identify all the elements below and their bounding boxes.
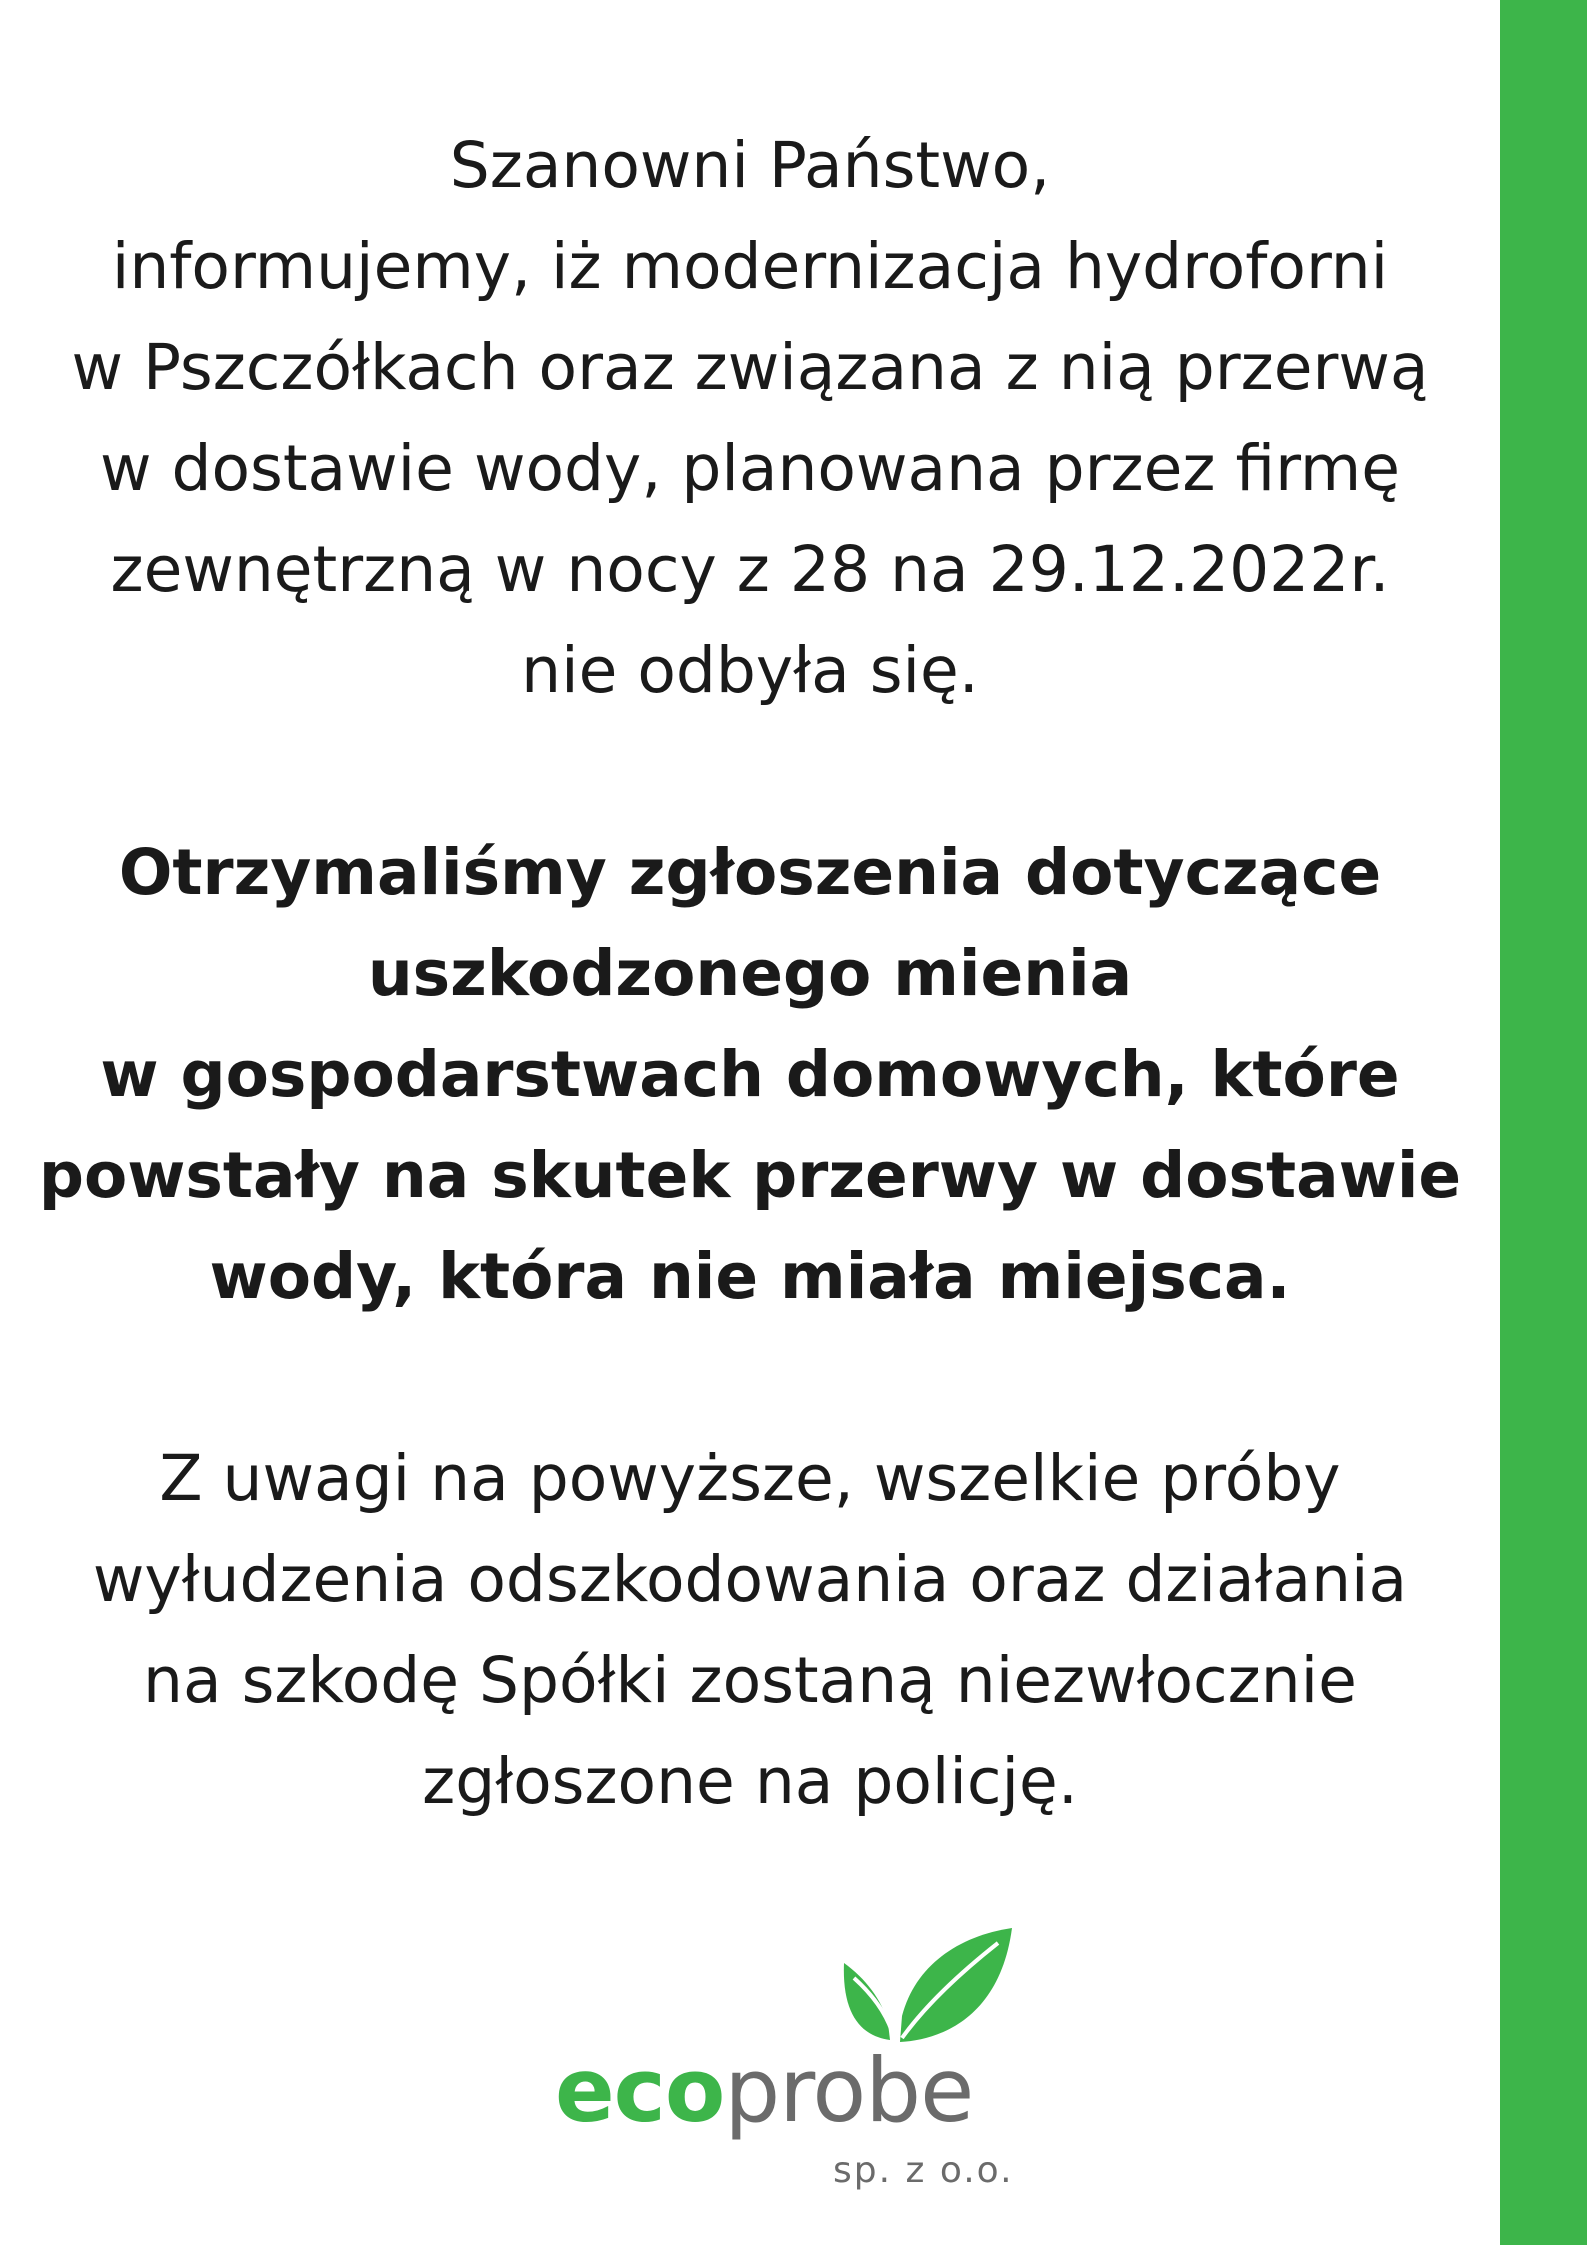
bold-line: wody, która nie miała miejsca. [209,1240,1291,1313]
logo-subtitle: sp. z o.o. [833,2150,1014,2191]
closing-line: Z uwagi na powyższe, wszelkie próby [159,1442,1341,1515]
closing-paragraph [0,1428,1500,1832]
bold-line: Otrzymaliśmy zgłoszenia dotyczące [118,836,1382,909]
logo-wordmark [555,2036,973,2146]
closing-line: na szkodę Spółki zostaną niezwłocznie [143,1644,1357,1717]
bold-paragraph [0,822,1500,1327]
logo-eco: eco [555,2039,725,2142]
bold-line: w gospodarstwach domowych, które [100,1038,1400,1111]
emphasis-line: nie odbyła się. [521,634,979,707]
bold-line: powstały na skutek przerwy w dostawie [38,1139,1462,1212]
closing-line: zgłoszone na policję. [422,1745,1078,1818]
intro-line: w Pszczółkach oraz związana z nią przerwą [71,331,1429,404]
salutation: Szanowni Państwo, [449,129,1051,202]
intro-line: zewnętrzną w nocy z 28 na 29.12.2022r. [110,533,1390,606]
green-side-bar [1500,0,1587,2245]
ecoprobe-logo [555,1918,1035,2208]
intro-line: w dostawie wody, planowana przez firmę [99,432,1401,505]
leaves-icon [830,1918,1020,2053]
intro-line: informujemy, iż modernizacja hydroforni [111,230,1389,303]
notice-content [0,115,1500,1832]
logo-probe: probe [724,2039,974,2142]
intro-paragraph [0,115,1500,721]
bold-line: uszkodzonego mienia [367,937,1133,1010]
closing-line: wyłudzenia odszkodowania oraz działania [92,1543,1408,1616]
